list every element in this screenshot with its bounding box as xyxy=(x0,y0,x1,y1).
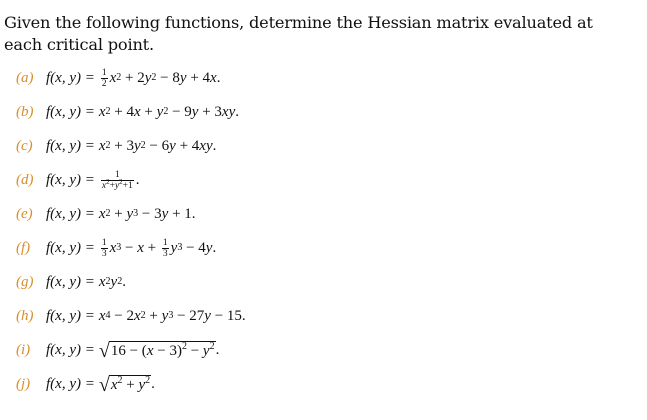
formula: f(x, y) = x 2 + 4 x + y 2 − 9 y + 3 xy . xyxy=(46,103,239,120)
problem-label: (i) xyxy=(16,341,31,358)
problem-label: (d) xyxy=(16,171,34,188)
problem-label: (f) xyxy=(16,239,31,256)
problem-label: (b) xyxy=(16,103,34,120)
problem-b xyxy=(16,97,636,127)
problem-label: (e) xyxy=(16,205,33,222)
formula: f(x, y) = x 2 y 2 . xyxy=(46,273,126,290)
problem-f xyxy=(16,233,636,263)
problem-g xyxy=(16,267,636,297)
formula: f(x, y) = $\frac{1}{x^2+y^2+1}$ . xyxy=(46,169,140,191)
problem-c xyxy=(16,131,636,161)
formula: f(x, y) = √ $x^2 + y^2$ . xyxy=(46,373,155,396)
problem-intro: Given the following functions, determine the Hessian matrix evaluated at each critical point. xyxy=(4,13,593,54)
problem-label: (j) xyxy=(16,375,31,392)
problem-label: (h) xyxy=(16,307,34,324)
formula: f(x, y) = x 4 − 2 x 2 + y 3 − 27 y − 15. xyxy=(46,307,246,324)
sqrt-symbol: √ $x^2 + y^2$ xyxy=(98,373,151,396)
problem-label: (a) xyxy=(16,69,34,86)
problem-j xyxy=(16,369,636,399)
formula: f(x, y) = $\frac{1}{3}$ x 3 − x + $\frac{1}{3}$ y 3 − 4 y . xyxy=(46,237,217,259)
formula: f(x, y) = √ $16 - (x - 3)^2 - y^2$ . xyxy=(46,339,220,362)
formula: f(x, y) = $\frac{1}{2}$ x 2 + 2 y 2 − 8 y + 4 x . xyxy=(46,67,221,89)
problem-e xyxy=(16,199,636,229)
problem-d xyxy=(16,165,636,195)
formula: f(x, y) = x 2 + 3 y 2 − 6 y + 4 xy . xyxy=(46,137,217,154)
formula: f(x, y) = x 2 + y 3 − 3 y + 1. xyxy=(46,205,196,222)
problem-label: (g) xyxy=(16,273,34,290)
problem-a xyxy=(16,63,636,93)
problem-label: (c) xyxy=(16,137,33,154)
sqrt-symbol: √ $16 - (x - 3)^2 - y^2$ xyxy=(98,339,215,362)
problem-h xyxy=(16,301,636,331)
problem-i xyxy=(16,335,636,365)
